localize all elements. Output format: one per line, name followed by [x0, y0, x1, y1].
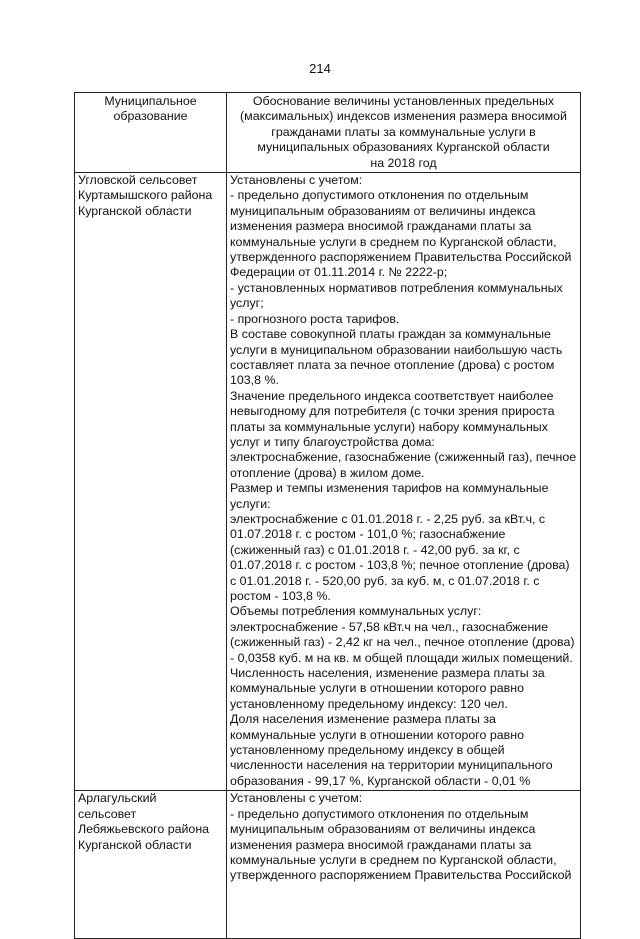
justification-paragraph: Установлены с учетом: — [230, 173, 363, 188]
header-justification-line: на 2018 год — [370, 155, 437, 170]
page-number: 214 — [309, 61, 331, 76]
municipality-line: сельсовет — [78, 806, 137, 821]
header-justification-line: муниципальных образованиях Курганской области — [257, 140, 550, 155]
municipality-line: Угловской сельсовет — [78, 173, 198, 188]
header-municipality-line: Муниципальное — [104, 94, 197, 108]
header-justification-line: гражданами платы за коммунальные услуги в — [271, 124, 536, 139]
header-municipality-line: образование — [113, 109, 188, 124]
justification-paragraph: Доля населения изменение размера платы за коммунальные услуги в отношении которого равно установленному предельному индексу в общей численности населения на территории муниципального образования - 99,17 %, Курганской области - 0,01 % — [230, 712, 553, 788]
table-row — [75, 791, 581, 939]
justification-paragraph: Объемы потребления коммунальных услуг: — [230, 604, 482, 619]
justification-paragraph: электроснабжение, газоснабжение (сжиженный газ), печное отопление (дрова) в жилом доме. — [230, 450, 577, 480]
table-row — [75, 173, 581, 791]
header-justification-line: (максимальных) индексов изменения размера вносимой — [240, 109, 567, 124]
justification-paragraph: - предельно допустимого отклонения по отдельным муниципальным образованиям от величины индекса изменения размера вносимой гражданами платы за коммунальные услуги в среднем по Курганской области, утвержденного распоряжением Правительства Российской Федерации от 01.11.2014 г. № 2222-р; — [230, 188, 572, 280]
indices-table — [74, 92, 581, 939]
municipality-line: Курганской области — [78, 203, 192, 218]
justification-paragraph: электроснабжение с 01.01.2018 г. - 2,25 руб. за кВт.ч, с 01.07.2018 г. с ростом - 101,0 %; газоснабжение (сжиженный газ) с 01.01.2018 г. - 42,00 руб. за кг, с 01.07.2018 г. с ростом - 103,8 %; печное отопление (дрова) с 01.01.2018 г. - 520,00 руб. за куб. м, с 01.07.2018 г. с ростом - 103,8 %. — [230, 511, 570, 603]
justification-paragraph: Численность населения, изменение размера платы за коммунальные услуги в отношении которого равно установленному предельному индексу: 120 чел. — [230, 666, 545, 711]
justification-paragraph: Размер и темпы изменения тарифов на коммунальные услуги: — [230, 481, 549, 511]
justification-cell — [227, 791, 581, 939]
municipality-line: Лебяжьевского района — [78, 822, 210, 837]
municipality-cell — [75, 173, 227, 791]
municipality-line: Куртамышского района — [78, 188, 213, 203]
justification-paragraph: Значение предельного индекса соответствует наиболее невыгодному для потребителя (с точки зрения прироста платы за коммунальные услуги) набору коммунальных услуг и типу благоустройства дома: — [230, 388, 555, 449]
justification-paragraph: - предельно допустимого отклонения по отдельным муниципальным образованиям от величины индекса изменения размера вносимой гражданами платы за коммунальные услуги в среднем по Курганской области, утвержденного распоряжением Правительства Российской — [230, 806, 572, 883]
municipality-line: Арлагульский — [78, 791, 157, 806]
municipality-cell — [75, 791, 227, 939]
table-header-row — [75, 93, 581, 173]
justification-cell — [227, 173, 581, 791]
justification-paragraph: Установлены с учетом: — [230, 791, 363, 806]
municipality-line: Курганской области — [78, 837, 192, 852]
justification-paragraph: - прогнозного роста тарифов. — [230, 311, 400, 326]
justification-paragraph: - установленных нормативов потребления коммунальных услуг; — [230, 280, 563, 311]
justification-paragraph: В составе совокупной платы граждан за коммунальные услуги в муниципальном образовании наибольшую часть составляет плата за печное отопление (дрова) с ростом 103,8 %. — [230, 327, 563, 388]
header-municipality — [75, 93, 227, 173]
justification-paragraph: электроснабжение - 57,58 кВт.ч на чел., газоснабжение (сжиженный газ) - 2,42 кг на чел., печное отопление (дрова) - 0,0358 куб. м на кв. м общей площади жилых помещений. — [230, 619, 575, 665]
header-justification-line: Обоснование величины установленных предельных — [252, 94, 555, 108]
header-justification — [227, 93, 581, 173]
